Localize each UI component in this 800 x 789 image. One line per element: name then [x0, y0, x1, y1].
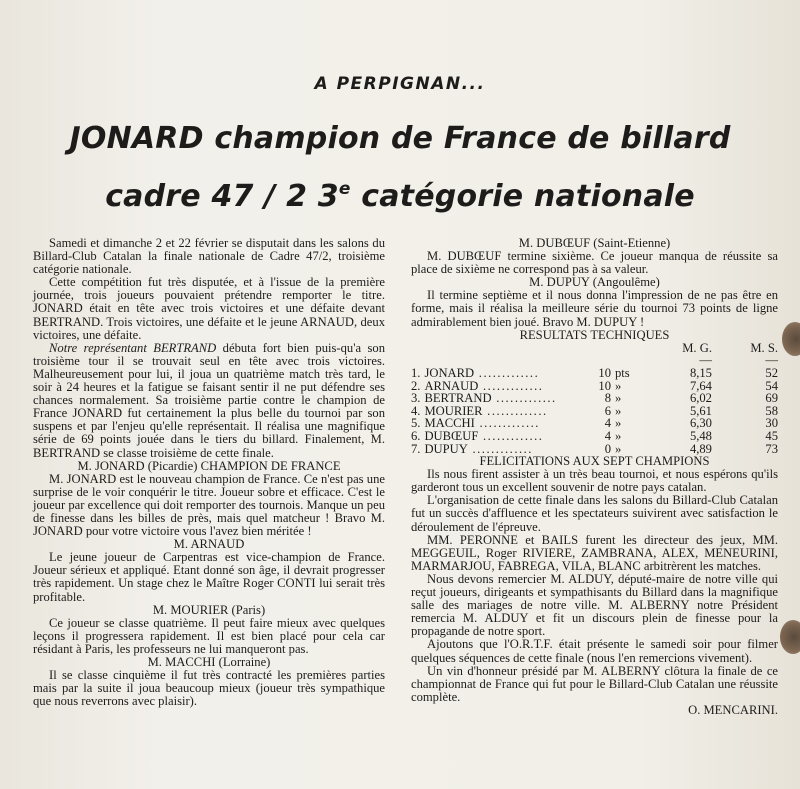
- paragraph: M. JONARD est le nouveau champion de France. Ce n'est pas une surprise de le voir conquérir le titre. Joueur sobre et efficace. C'est le joueur par excellence qui doit remporter des tournois. Manque un peu de finesse dans les billes de près, mais quel matcheur ! Bravo M. JONARD pour votre victoire vous l'avez bien méritée !: [33, 471, 385, 539]
- points: 8: [604, 391, 611, 406]
- dot-leader: .............: [482, 403, 548, 418]
- rank: 4.: [411, 403, 421, 418]
- section-heading: M. DUPUY (Angoulême): [529, 275, 660, 290]
- paragraph: Un vin d'honneur présidé par M. ALBERNY clôtura la finale de ce championnat de France qui fut pour le Billard-Club Catalan une réussite complète.: [411, 663, 778, 704]
- mg-header: M. G.: [682, 340, 712, 355]
- rank: 3.: [411, 391, 421, 406]
- paragraph: L'organisation de cette finale dans les salons du Billard-Club Catalan fut un succès d'affluence et les spectateurs suivirent avec satisfaction le déroulement de l'épreuve.: [411, 493, 778, 534]
- dot-leader: .............: [478, 428, 544, 443]
- points: 10: [598, 365, 611, 380]
- paragraph: Samedi et dimanche 2 et 22 février se disputait dans les salons du Billard-Club Catalan la finale nationale de Cadre 47/2, troisième catégorie nationale.: [33, 236, 385, 277]
- points: 4: [604, 416, 611, 431]
- headline: [40, 114, 760, 222]
- ms-value: 52: [765, 365, 778, 380]
- headline-line-2-pre: cadre 47 / 2 3: [105, 179, 339, 214]
- player-name: DUBŒUF: [424, 428, 479, 443]
- mg-value: 8,15: [689, 365, 712, 380]
- mg-value: 7,64: [689, 378, 712, 393]
- player-name: MOURIER: [424, 403, 483, 418]
- dot-leader: .............: [491, 391, 557, 406]
- paragraph: Le jeune joueur de Carpentras est vice-champion de France. Joueur sérieux et appliqué. Etant donné son âge, il devrait progresser très rapidement. Un stage chez le Maître Roger CONTI lui serait très profitable.: [33, 550, 385, 604]
- dot-leader: .............: [467, 441, 533, 456]
- paragraph: Il termine septième et il nous donna l'impression de ne pas être en forme, mais il réalisa la meilleure série du tournoi 73 points de ligne admirablement bien joué. Bravo M. DUPUY !: [411, 288, 778, 329]
- headline-line-1: JONARD champion de France de billard: [69, 121, 731, 156]
- ms-header: M. S.: [750, 340, 778, 355]
- points: 4: [604, 428, 611, 443]
- paragraph: MM. PERONNE et BAILS furent les directeur des jeux, MM. MEGGEUIL, Roger RIVIERE, ZAMBRANA, ALEX, MENEURINI, MARMARJOU, FABREGA, VILA, BLANC arbitrèrent les matches.: [411, 532, 778, 573]
- section-heading: M. ARNAUD: [173, 537, 245, 552]
- rank: 5.: [411, 416, 421, 431]
- paragraph-text: débuta fort bien puis-qu'a son troisième tour il se trouvait seul en tête avec trois victoires. Malheureusement pour lui, il joua un quatrième match très tard, le soir à 24 heures et la fatigue se faisant sentir il ne put défendre ses chances normalement. Sa troisième partie contre le champion de France JONARD fut certainement la plus belle du tournoi par son suspens et par l'enjeu qu'elle représentait. Il réalisa une magnifique série de 69 points jouée dans le tiers du billard. Finalement, M. BERTRAND se classe troisième de cette finale.: [33, 340, 386, 460]
- player-name: DUPUY: [424, 441, 468, 456]
- rank: 6.: [411, 428, 421, 443]
- points: 0: [604, 441, 611, 456]
- paragraph: Ce joueur se classe quatrième. Il peut faire mieux avec quelques leçons il progressera rapidement. Il est bien placé pour cela car résidant à Paris, les professeurs ne lui manqueront pas.: [33, 615, 385, 656]
- rank: 7.: [411, 441, 421, 456]
- paragraph: Ils nous firent assister à un très beau tournoi, et nous espérons qu'ils garderont tous un excellent souvenir de notre pays catalan.: [411, 467, 778, 495]
- results-row: [411, 367, 778, 380]
- dot-leader: .............: [474, 365, 540, 380]
- ms-value: 45: [765, 428, 778, 443]
- kicker: A PERPIGNAN...: [314, 74, 486, 94]
- mg-value: 6,30: [689, 416, 712, 431]
- mg-value: 4,89: [689, 441, 712, 456]
- paragraph: M. DUBŒUF termine sixième. Ce joueur manqua de réussite sa place de sixième ne correspond pas à sa valeur.: [411, 249, 778, 277]
- ms-value: 73: [765, 441, 778, 456]
- points-unit: »: [615, 428, 622, 443]
- section-heading: M. MOURIER (Paris): [152, 602, 266, 617]
- ms-value: 30: [765, 416, 778, 431]
- rank: 1.: [411, 365, 421, 380]
- paragraph-emphasis: Notre représentant BERTRAND: [49, 340, 217, 355]
- ms-value: 58: [765, 403, 778, 418]
- left-column: [33, 237, 385, 708]
- results-table: [411, 342, 778, 455]
- felicitations-title: FELICITATIONS AUX SEPT CHAMPIONS: [479, 454, 710, 469]
- section-heading: M. MACCHI (Lorraine): [147, 655, 271, 669]
- ms-value: 54: [765, 378, 778, 393]
- player-name: JONARD: [424, 365, 475, 380]
- ms-value: 69: [765, 391, 778, 406]
- player-name: MACCHI: [424, 416, 475, 431]
- section-heading: M. DUBŒUF (Saint-Etienne): [518, 236, 671, 250]
- ms-dash: —: [765, 353, 778, 368]
- mg-dash: —: [699, 353, 712, 368]
- punch-hole-icon: [780, 620, 800, 654]
- mg-value: 6,02: [689, 391, 712, 406]
- points-unit: »: [615, 378, 622, 393]
- mg-value: 5,61: [689, 403, 712, 418]
- paragraph: Nous devons remercier M. ALDUY, député-maire de notre ville qui reçut joueurs, dirigeants et sympathisants du Billard dans la magnifique salle des mariages de notre ville. M. ALBERNY notre Président remercia M. ALDUY et fit un discours plein de finesse pour la propagande de notre sport.: [411, 571, 778, 639]
- headline-superscript: e: [338, 179, 351, 199]
- right-column: [411, 237, 778, 717]
- paragraph: Ajoutons que l'O.R.T.F. était présente le samedi soir pour filmer quelques séquences de cette finale (nous l'en remercions vivement).: [411, 637, 778, 665]
- points-unit: »: [615, 441, 622, 456]
- headline-line-2-post: catégorie nationale: [350, 179, 695, 214]
- results-row: [411, 430, 778, 443]
- points-unit: pts: [615, 365, 630, 380]
- paragraph: Il se classe cinquième il fut très contracté les premières parties mais par la suite il joua beaucoup mieux (joueur très sympathique que nous reverrons avec plaisir).: [33, 668, 385, 709]
- player-name: BERTRAND: [424, 391, 492, 406]
- points: 10: [598, 378, 611, 393]
- points-unit: »: [615, 416, 622, 431]
- dot-leader: .............: [474, 416, 540, 431]
- paragraph: [33, 342, 385, 460]
- points-unit: »: [615, 403, 622, 418]
- dot-leader: .............: [478, 378, 544, 393]
- results-header-row: [411, 342, 778, 355]
- rank: 2.: [411, 378, 421, 393]
- results-row: [411, 392, 778, 405]
- paragraph: Cette compétition fut très disputée, et à l'issue de la première journée, trois joueurs pouvaient prétendre remporter le titre. JONARD était en tête avec trois victoires et une défaite devant BERTRAND. Trois victoires, une défaite et le jeune ARNAUD, deux victoires, une défaite.: [33, 275, 385, 342]
- headline-line-2: [40, 164, 760, 222]
- section-heading: M. JONARD (Picardie) CHAMPION DE FRANCE: [77, 458, 341, 473]
- points: 6: [604, 403, 611, 418]
- signature: O. MENCARINI.: [688, 702, 778, 717]
- player-name: ARNAUD: [424, 378, 479, 393]
- results-title: RESULTATS TECHNIQUES: [519, 327, 670, 342]
- points-unit: »: [615, 391, 622, 406]
- mg-value: 5,48: [689, 428, 712, 443]
